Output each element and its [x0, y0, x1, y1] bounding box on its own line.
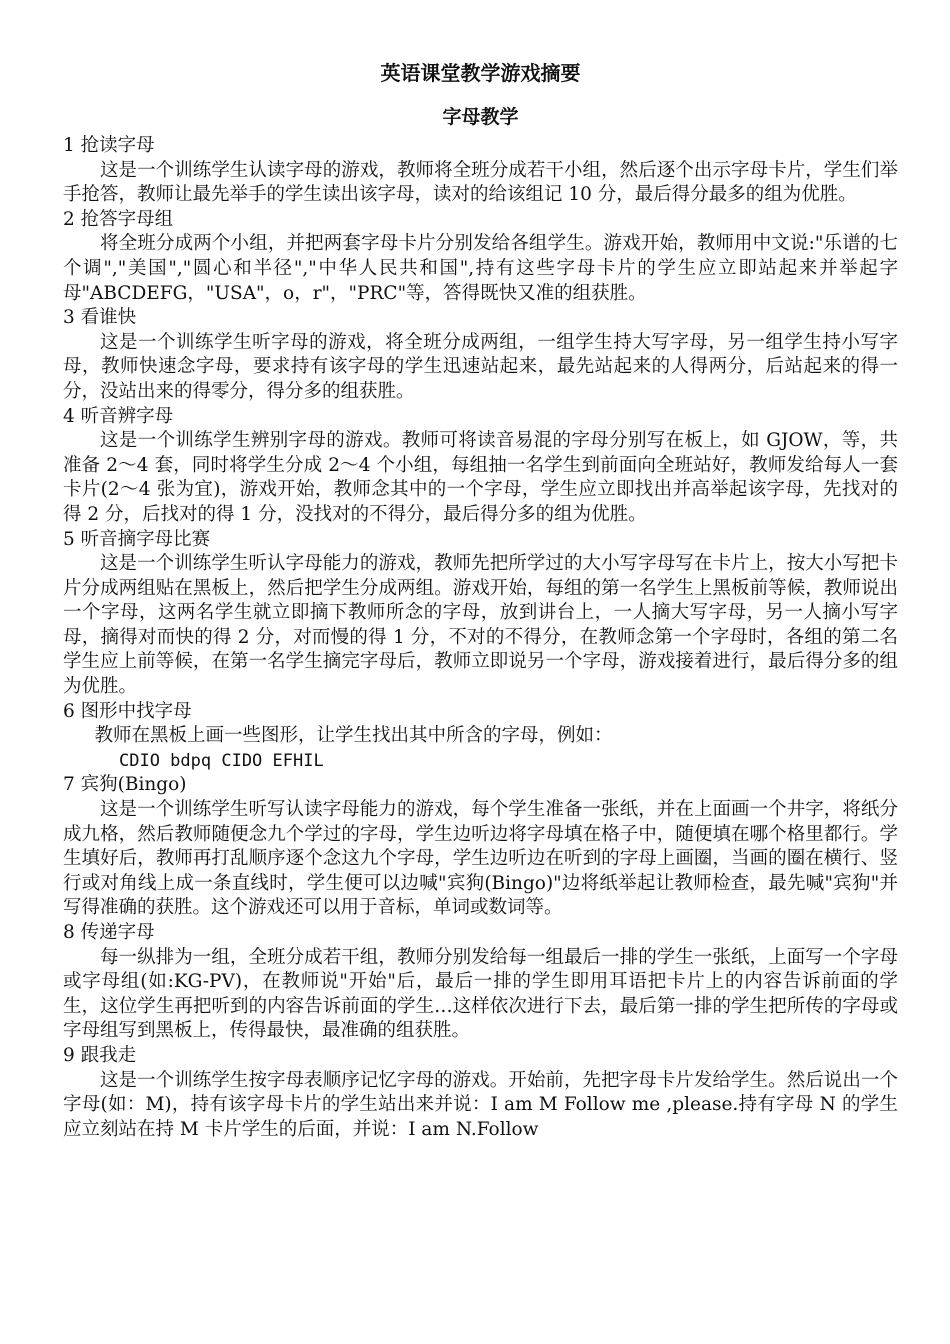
section-paragraph: 这是一个训练学生听写认读字母能力的游戏，每个学生准备一张纸，并在上面画一个井字，将纸分成九格，然后教师随便念九个学过的字母，学生边听边将字母填在格子中，随便填在哪个格里都行。学生填好后，教师再打乱顺序逐个念这九个字母，学生边听边在听到的字母上画圈，当画的圈在横行、竖行或对角线上成一条直线时，学生便可以边喊"宾狗(Bingo)"边将纸举起让教师检查，最先喊"宾狗"并写得准确的获胜。这个游戏还可以用于音标，单词或数词等。	[63, 799, 898, 919]
section-heading: 4 听音辨字母	[63, 405, 174, 427]
section-paragraph: 这是一个训练学生辨别字母的游戏。教师可将读音易混的字母分别写在板上，如 GJOW，等，共准备 2～4 套，同时将学生分成 2～4 个小组，每组抽一名学生到前面向全班站好，教师发给每人一套卡片(2～4 张为宜)，游戏开始，教师念其中的一个字母，学生应立即找出并高举起该字母，先找对的得 2 分，后找对的得 1 分，没找对的不得分，最后得分多的组为优胜。	[63, 430, 898, 525]
section-paragraph: 这是一个训练学生按字母表顺序记忆字母的游戏。开始前，先把字母卡片发给学生。然后说出一个字母(如：M)，持有该字母卡片的学生站出来并说：I am M Follow me ,please.持有字母 N 的学生应立刻站在持 M 卡片学生的后面，并说：I am N.Follow	[63, 1069, 898, 1140]
section-3	[63, 306, 898, 404]
section-paragraph: 这是一个训练学生听字母的游戏，将全班分成两组，一组学生持大写字母，另一组学生持小写字母，教师快速念字母，要求持有该字母的学生迅速站起来，最先站起来的人得两分，后站起来的得一分，没站出来的得零分，得分多的组获胜。	[63, 331, 898, 402]
letter-example: CDIO bdpq CIDO EFHIL	[119, 750, 324, 771]
section-paragraph: 将全班分成两个小组，并把两套字母卡片分别发给各组学生。游戏开始，教师用中文说:"乐谱的七个调","美国","圆心和半径","中华人民共和国",持有这些字母卡片的学生应立即站起来并举起字母"ABCDEFG，"USA"，o，r"，"PRC"等，答得既快又准的组获胜。	[63, 233, 898, 304]
section-heading: 1 抢读字母	[63, 135, 155, 156]
section-heading: 8 传递字母	[63, 922, 155, 943]
section-heading: 3 看谁快	[63, 307, 137, 329]
section-paragraph: 教师在黑板上画一些图形，让学生找出其中所含的字母，例如：	[94, 725, 613, 747]
section-paragraph: 这是一个训练学生听认字母能力的游戏，教师先把所学过的大小写字母写在卡片上，按大小写把卡片分成两组贴在黑板上，然后把学生分成两组。游戏开始，每组的第一名学生上黑板前等候，教师说出一个字母，这两名学生就立即摘下教师所念的字母，放到讲台上，一人摘大写字母，另一人摘小写字母，摘得对而快的得 2 分，对而慢的得 1 分，不对的不得分，在教师念第一个字母时，各组的第二名学生应上前等候，在第一名学生摘完字母后，教师立即说另一个字母，游戏接着进行，最后得分多的组为优胜。	[63, 553, 898, 698]
section-5	[63, 528, 898, 700]
section-9	[63, 1044, 898, 1142]
section-7	[63, 773, 898, 921]
section-2	[63, 208, 898, 306]
section-6	[63, 700, 898, 774]
section-4	[63, 405, 898, 528]
section-1	[63, 134, 898, 208]
document-title: 英语课堂教学游戏摘要	[380, 61, 581, 85]
section-paragraph: 这是一个训练学生认读字母的游戏，教师将全班分成若干小组，然后逐个出示字母卡片，学生们举手抢答，教师让最先举手的学生读出该字母，读对的给该组记 10 分，最后得分最多的组为优胜。	[63, 159, 898, 206]
section-heading: 9 跟我走	[63, 1044, 137, 1066]
section-heading: 6 图形中找字母	[63, 700, 192, 722]
section-heading: 2 抢答字母组	[63, 208, 174, 230]
section-heading: 5 听音摘字母比赛	[63, 528, 211, 550]
section-paragraph: 每一纵排为一组，全班分成若干组，教师分别发给每一组最后一排的学生一张纸，上面写一个字母或字母组(如:KG-PV)，在教师说"开始"后，最后一排的学生即用耳语把卡片上的内容告诉前面的学生，这位学生再把听到的内容告诉前面的学生…这样依次进行下去，最后第一排的学生把所传的字母或字母组写到黑板上，传得最快，最准确的组获胜。	[63, 946, 898, 1042]
section-heading: 7 宾狗(Bingo)	[63, 774, 187, 796]
section-subtitle: 字母教学	[442, 106, 519, 128]
section-8	[63, 921, 898, 1044]
